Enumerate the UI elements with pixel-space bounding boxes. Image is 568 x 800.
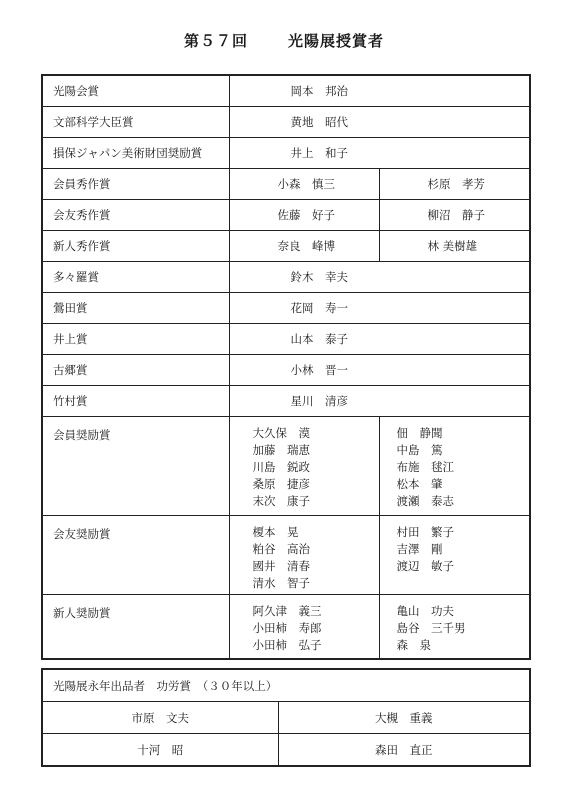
award-row (42, 516, 530, 595)
winner-name: 吉澤 剛 (396, 542, 443, 556)
winner-name: 川島 鋭政 (252, 460, 310, 474)
winner-name: 粕谷 高治 (252, 542, 310, 556)
award-name: 会員奨励賞 (42, 417, 229, 516)
award-name: 会員秀作賞 (42, 169, 229, 200)
winner-name: 井上 和子 (229, 138, 530, 169)
award-row (42, 75, 530, 107)
winner-name: 亀山 功夫 (396, 604, 454, 618)
award-row (42, 293, 530, 324)
merit-winner-name: 大槻 重義 (278, 702, 530, 734)
award-row (42, 107, 530, 138)
award-row (42, 386, 530, 417)
winner-name: 小林 晋一 (229, 355, 530, 386)
merit-winner-name: 森田 直正 (278, 734, 530, 767)
winner-name: 小田柿 弘子 (252, 638, 322, 652)
winner-name: 鈴木 幸夫 (229, 262, 530, 293)
award-name: 会友秀作賞 (42, 200, 229, 231)
award-name: 竹村賞 (42, 386, 229, 417)
winner-name: 佃 静聞 (396, 426, 443, 440)
exhibition-title: 光陽展授賞者 (288, 32, 385, 50)
winner-name: 黄地 昭代 (229, 107, 530, 138)
award-row (42, 355, 530, 386)
awards-table (41, 74, 531, 660)
exhibition-number: 第５７回 (183, 32, 248, 50)
award-row (42, 324, 530, 355)
winner-name: 岡本 邦治 (229, 75, 530, 107)
winner-name: 柳沼 静子 (379, 200, 530, 231)
award-name: 光陽会賞 (42, 75, 229, 107)
merit-award-heading: 光陽展永年出品者 功労賞 （３０年以上） (42, 669, 530, 702)
award-row (42, 417, 530, 516)
winner-list-right (379, 417, 530, 516)
award-name: 多々羅賞 (42, 262, 229, 293)
winner-name: 森 泉 (396, 638, 431, 652)
winner-name: 松本 肇 (396, 477, 443, 491)
winner-name: 加藤 瑞恵 (252, 443, 310, 457)
award-row (42, 262, 530, 293)
winner-name: 島谷 三千男 (396, 621, 466, 635)
award-name: 損保ジャパン美術財団奨励賞 (42, 138, 229, 169)
award-name: 会友奨励賞 (42, 516, 229, 595)
winner-name: 奈良 峰博 (229, 231, 379, 262)
winner-name: 阿久津 義三 (252, 604, 322, 618)
award-name: 文部科学大臣賞 (42, 107, 229, 138)
winner-name: 布施 毬江 (396, 460, 454, 474)
award-row (42, 231, 530, 262)
winner-name: 渡辺 敏子 (396, 559, 454, 573)
merit-winner-name: 十河 昭 (42, 734, 278, 767)
award-name: 新人奨励賞 (42, 595, 229, 659)
winner-name: 村田 繁子 (396, 525, 454, 539)
winner-name: 小田柿 寿郎 (252, 621, 322, 635)
winner-name: 中島 篤 (396, 443, 443, 457)
award-row (42, 200, 530, 231)
merit-award-table (41, 668, 531, 767)
award-row (42, 169, 530, 200)
winner-list-left (229, 595, 379, 659)
winner-name: 桑原 捷彦 (252, 477, 310, 491)
winner-name: 林 美樹雄 (379, 231, 530, 262)
winner-name: 佐藤 好子 (229, 200, 379, 231)
merit-winner-name: 市原 文夫 (42, 702, 278, 734)
award-row (42, 138, 530, 169)
award-row (42, 595, 530, 659)
award-name: 鶯田賞 (42, 293, 229, 324)
winner-name: 杉原 孝芳 (379, 169, 530, 200)
winner-name: 渡瀬 泰志 (396, 494, 454, 508)
winner-name: 山本 泰子 (229, 324, 530, 355)
award-name: 新人秀作賞 (42, 231, 229, 262)
winner-name: 星川 清彦 (229, 386, 530, 417)
winner-name: 末次 康子 (252, 494, 310, 508)
winner-name: 大久保 漠 (252, 426, 310, 440)
award-name: 古郷賞 (42, 355, 229, 386)
winner-name: 榎本 晃 (252, 525, 299, 539)
winner-name: 花岡 寿一 (229, 293, 530, 324)
winner-list-right (379, 516, 530, 595)
winner-list-right (379, 595, 530, 659)
winner-name: 國井 清春 (252, 559, 310, 573)
award-name: 井上賞 (42, 324, 229, 355)
page-title (0, 30, 568, 51)
winner-list-left (229, 417, 379, 516)
winner-name: 小森 慎三 (229, 169, 379, 200)
winner-name: 清水 智子 (252, 576, 310, 590)
winner-list-left (229, 516, 379, 595)
